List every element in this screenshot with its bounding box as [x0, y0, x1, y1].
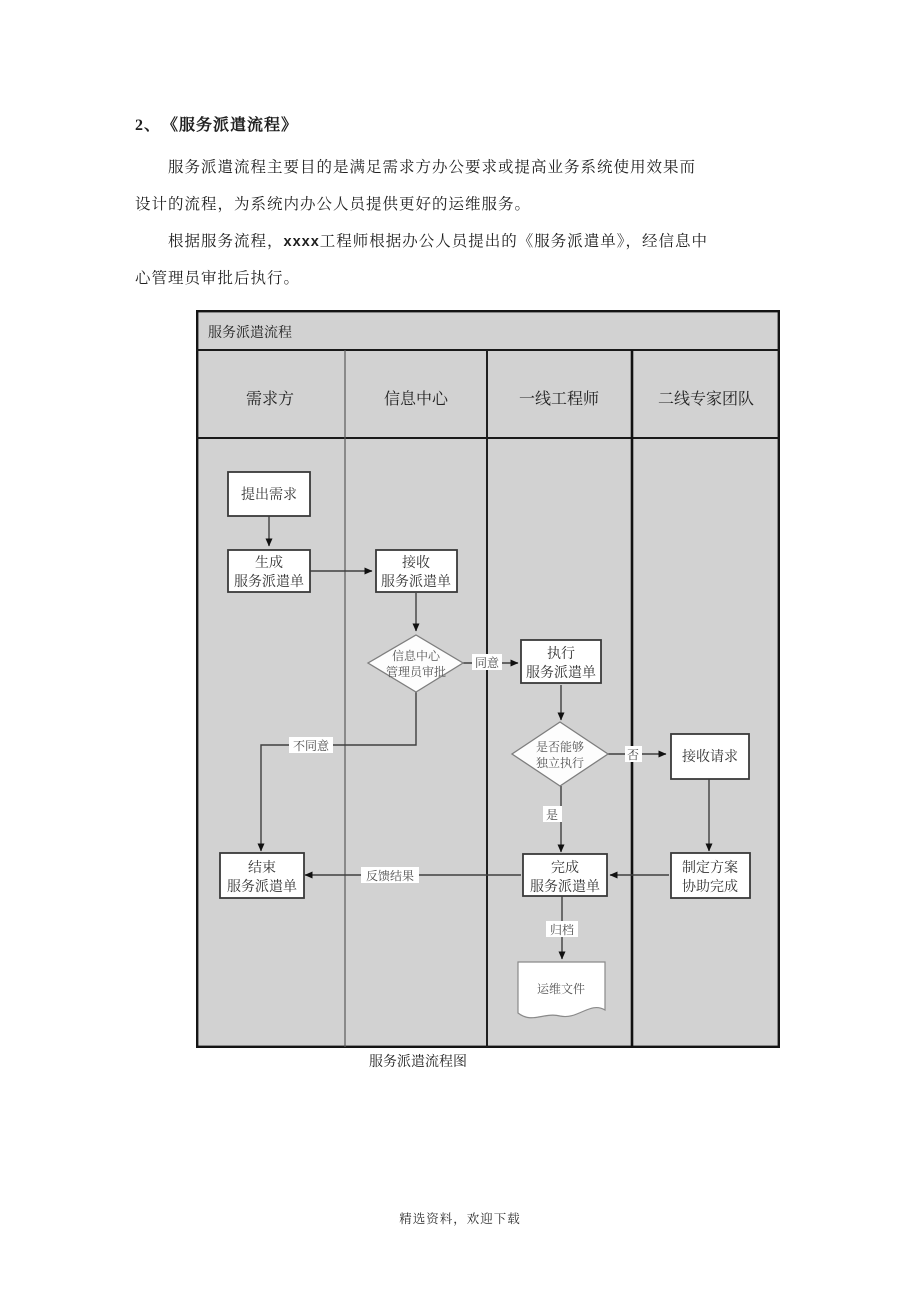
node-end-order-line2: 服务派遣单 — [227, 880, 297, 895]
node-receive-request-label: 接收请求 — [682, 750, 738, 765]
paragraph-2-line-1 — [168, 229, 708, 251]
paragraph-2-prefix: 根据服务流程， — [168, 233, 284, 250]
heading-title: 《服务派遣流程》 — [170, 117, 299, 134]
paragraph-2-suffix: 工程师根据办公人员提出的《服务派遣单》，经信息中 — [319, 233, 709, 250]
decision-approve-line1: 信息中心 — [391, 649, 441, 663]
node-execute-order-line1: 执行 — [547, 647, 575, 662]
paragraph-2-line-2: 心管理员审批后执行。 — [135, 270, 301, 287]
lane-header-info-center: 信息中心 — [383, 391, 449, 408]
node-finish-order-line1: 完成 — [551, 861, 579, 876]
node-make-plan-line2: 协助完成 — [682, 880, 738, 895]
paragraph-2-bold: xxxx — [283, 234, 320, 250]
node-execute-order-line2: 服务派遣单 — [526, 666, 596, 681]
lane-header-demander: 需求方 — [245, 391, 295, 408]
no-label: 否 — [626, 748, 640, 762]
paragraph-1-line-2: 设计的流程，为系统内办公人员提供更好的运维服务。 — [135, 196, 532, 213]
node-finish-order-line2: 服务派遣单 — [530, 880, 600, 895]
agree-label: 同意 — [474, 656, 500, 670]
chart-title: 服务派遣流程 — [208, 326, 292, 341]
page-footer: 精选资料，欢迎下载 — [399, 1212, 521, 1226]
lane-header-first-line-engineer: 一线工程师 — [518, 391, 600, 408]
yes-label: 是 — [545, 808, 559, 822]
disagree-label: 不同意 — [292, 739, 330, 753]
heading-number: 2、 — [135, 117, 162, 134]
node-end-order-line1: 结束 — [248, 861, 276, 876]
feedback-label: 反馈结果 — [365, 869, 415, 883]
section-heading — [135, 112, 298, 135]
paragraph-1-line-1: 服务派遣流程主要目的是满足需求方办公要求或提高业务系统使用效果而 — [168, 159, 697, 176]
node-generate-order-line1: 生成 — [255, 556, 283, 571]
decision-can-execute-line2: 独立执行 — [535, 756, 585, 770]
node-receive-order-line2: 服务派遣单 — [381, 575, 451, 590]
archive-label: 归档 — [549, 923, 575, 937]
decision-approve-line2: 管理员审批 — [385, 665, 447, 679]
node-generate-order-line2: 服务派遣单 — [234, 575, 304, 590]
node-receive-order-line1: 接收 — [402, 556, 430, 571]
node-ops-file-label: 运维文件 — [536, 982, 586, 996]
flowchart-svg — [196, 310, 780, 1048]
lane-header-second-line-experts: 二线专家团队 — [657, 391, 755, 408]
decision-can-execute-line1: 是否能够 — [535, 740, 585, 754]
flowchart — [196, 310, 780, 1048]
node-make-plan-line1: 制定方案 — [682, 861, 738, 876]
node-raise-request-label: 提出需求 — [241, 488, 297, 503]
figure-caption: 服务派遣流程图 — [369, 1055, 467, 1070]
